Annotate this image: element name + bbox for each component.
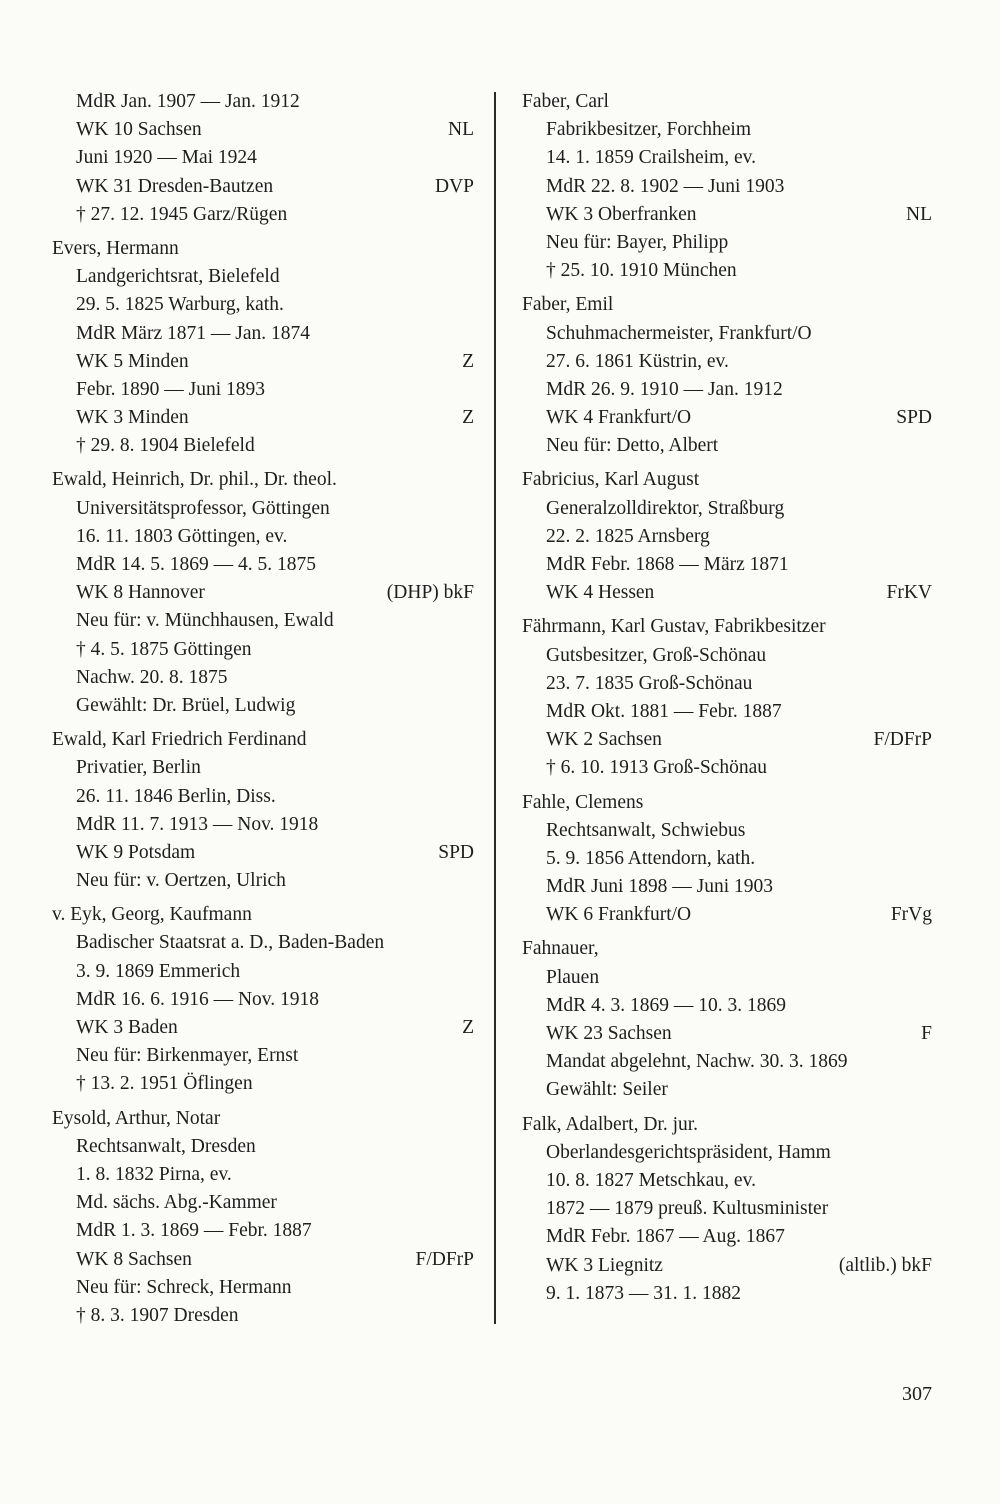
entry-line: [52, 1161, 474, 1189]
entry-name-text: Ewald, Heinrich, Dr. phil., Dr. theol.: [52, 469, 337, 491]
entry-line-text: WK 31 Dresden-Bautzen: [76, 175, 274, 197]
entry-line-text: WK 3 Baden: [76, 1017, 178, 1038]
entry-line: [522, 1252, 932, 1280]
party-affiliation: SPD: [438, 841, 474, 863]
entry-line: [52, 1217, 474, 1245]
entry-name: [52, 1105, 474, 1133]
entry-name-text: Eysold, Arthur, Notar: [52, 1107, 221, 1129]
entry-line-text: MdR Okt. 1881 — Febr. 1887: [546, 700, 782, 722]
entry-line-text: MdR 14. 5. 1869 — 4. 5. 1875: [76, 554, 316, 575]
entry-line: [52, 1042, 474, 1070]
biographical-entry: [52, 235, 474, 461]
entry-line: [522, 901, 932, 929]
entry-line: [52, 607, 474, 635]
entry-line-text: Plauen: [546, 966, 600, 988]
entry-line-text: Neu für: Bayer, Philipp: [546, 231, 729, 253]
entry-line-text: WK 3 Minden: [76, 407, 189, 429]
entry-line: [522, 348, 932, 376]
entry-line: [52, 867, 474, 895]
entry-name: [522, 291, 932, 319]
entry-line: [52, 1274, 474, 1302]
entry-line-text: MdR 22. 8. 1902 — Juni 1903: [546, 175, 785, 197]
entry-line-text: 27. 6. 1861 Küstrin, ev.: [546, 350, 729, 372]
entry-line-text: Md. sächs. Abg.-Kammer: [76, 1192, 277, 1214]
entry-line-text: MdR Jan. 1907 — Jan. 1912: [76, 91, 300, 112]
biographical-entry: [52, 901, 474, 1098]
entry-line: [52, 958, 474, 986]
biographical-entry: [522, 466, 932, 607]
entry-line-text: † 25. 10. 1910 München: [546, 260, 737, 282]
entry-line-text: WK 3 Liegnitz: [546, 1254, 663, 1276]
entry-line: [52, 692, 474, 720]
entry-line-text: MdR Febr. 1867 — Aug. 1867: [546, 1226, 785, 1248]
party-affiliation: SPD: [896, 407, 932, 429]
entry-line: [522, 1139, 932, 1167]
entry-line-text: WK 8 Sachsen: [76, 1248, 192, 1270]
entry-line-text: Universitätsprofessor, Göttingen: [76, 497, 330, 519]
entry-name-text: Fahnauer,: [522, 938, 599, 960]
entry-line: [52, 1133, 474, 1161]
entry-line-text: Fabrikbesitzer, Forchheim: [546, 119, 751, 141]
entry-line: [52, 523, 474, 551]
entry-line: [52, 291, 474, 319]
entry-line: [522, 1076, 932, 1104]
entry-line-text: 5. 9. 1856 Attendorn, kath.: [546, 847, 756, 869]
entry-line: [52, 636, 474, 664]
entry-line-text: Nachw. 20. 8. 1875: [76, 666, 228, 688]
left-column: [52, 88, 474, 1336]
entry-name-text: Faber, Emil: [522, 294, 614, 316]
entry-name-text: v. Eyk, Georg, Kaufmann: [52, 904, 252, 926]
entry-line: [522, 579, 932, 607]
entry-line-text: WK 4 Hessen: [546, 582, 655, 604]
entry-line: [52, 495, 474, 523]
entry-line: [522, 201, 932, 229]
party-affiliation: DVP: [434, 175, 474, 197]
entry-line: [52, 263, 474, 291]
entry-name: [52, 901, 474, 929]
entry-name: [522, 935, 932, 963]
entry-line-text: Febr. 1890 — Juni 1893: [76, 378, 266, 400]
entry-line-text: Landgerichtsrat, Bielefeld: [76, 266, 280, 288]
entry-line-text: 9. 1. 1873 — 31. 1. 1882: [546, 1282, 741, 1304]
entry-line: [52, 1014, 474, 1042]
entry-line: [52, 432, 474, 460]
entry-line: [52, 144, 474, 172]
page-number: 307: [902, 1383, 932, 1405]
party-affiliation: Z: [462, 1017, 474, 1038]
entry-line-text: † 6. 10. 1913 Groß-Schönau: [546, 757, 767, 779]
entry-line-text: WK 23 Sachsen: [546, 1023, 672, 1044]
column-divider: [494, 92, 496, 1324]
entry-line-text: MdR Juni 1898 — Juni 1903: [546, 876, 773, 898]
entry-line-text: Neu für: v. Oertzen, Ulrich: [76, 870, 286, 892]
party-affiliation: (altlib.) bkF: [838, 1254, 932, 1276]
entry-line-text: 22. 2. 1825 Arnsberg: [546, 525, 710, 547]
entry-line: [522, 817, 932, 845]
entry-line-text: Neu für: Birkenmayer, Ernst: [76, 1045, 299, 1067]
entry-line: [522, 173, 932, 201]
entry-line: [522, 551, 932, 579]
entry-name: [522, 88, 932, 116]
entry-line: [52, 929, 474, 957]
biographical-entry: [522, 613, 932, 782]
entry-line-text: Gutsbesitzer, Groß-Schönau: [546, 644, 767, 666]
entry-line-text: 3. 9. 1869 Emmerich: [76, 960, 241, 982]
entry-line: [52, 116, 474, 144]
right-column: [522, 88, 932, 1314]
entry-line: [52, 1302, 474, 1330]
biographical-entry: [522, 291, 932, 460]
entry-line: [52, 1246, 474, 1274]
entry-line-text: WK 5 Minden: [76, 350, 189, 372]
entry-line: [522, 404, 932, 432]
party-affiliation: F/DFrP: [873, 729, 932, 751]
entry-line-text: † 4. 5. 1875 Göttingen: [76, 638, 252, 660]
entry-line: [52, 201, 474, 229]
entry-line: [522, 144, 932, 172]
entry-line-text: 14. 1. 1859 Crailsheim, ev.: [546, 147, 756, 169]
entry-line: [522, 495, 932, 523]
entry-line-text: 26. 11. 1846 Berlin, Diss.: [76, 785, 276, 807]
entry-line: [522, 726, 932, 754]
biographical-entry: [522, 789, 932, 930]
entry-line-text: Badischer Staatsrat a. D., Baden-Baden: [76, 932, 385, 954]
entry-line: [522, 1280, 932, 1308]
entry-line-text: 23. 7. 1835 Groß-Schönau: [546, 672, 753, 694]
entry-line-text: Neu für: Schreck, Hermann: [76, 1276, 292, 1298]
entry-line: [52, 783, 474, 811]
entry-line: [522, 116, 932, 144]
entry-line: [522, 1195, 932, 1223]
entry-line-text: WK 4 Frankfurt/O: [546, 407, 692, 429]
entry-line-text: Mandat abgelehnt, Nachw. 30. 3. 1869: [546, 1051, 848, 1073]
entry-name: [52, 466, 474, 494]
entry-line: [52, 754, 474, 782]
party-affiliation: (DHP) bkF: [386, 582, 474, 604]
entry-line: [522, 1048, 932, 1076]
entry-line: [52, 1070, 474, 1098]
entry-name: [522, 466, 932, 494]
entry-line: [522, 754, 932, 782]
entry-line: [52, 320, 474, 348]
entry-line-text: WK 10 Sachsen: [76, 119, 202, 141]
entry-name: [522, 789, 932, 817]
entry-line: [522, 964, 932, 992]
entry-line-text: Privatier, Berlin: [76, 757, 201, 779]
entry-line-text: Juni 1920 — Mai 1924: [76, 147, 257, 169]
entry-line-text: MdR 1. 3. 1869 — Febr. 1887: [76, 1220, 312, 1242]
entry-line-text: Neu für: v. Münchhausen, Ewald: [76, 610, 334, 632]
entry-line: [52, 839, 474, 867]
entry-line: [522, 320, 932, 348]
entry-line-text: Gewählt: Dr. Brüel, Ludwig: [76, 694, 296, 716]
entry-line: [522, 873, 932, 901]
entry-line: [52, 173, 474, 201]
entry-line: [52, 986, 474, 1014]
entry-name-text: Fabricius, Karl August: [522, 469, 700, 491]
entry-name: [52, 726, 474, 754]
entry-line: [522, 523, 932, 551]
party-affiliation: F/DFrP: [415, 1248, 474, 1270]
party-affiliation: F: [921, 1023, 932, 1044]
entry-line: [522, 1167, 932, 1195]
party-affiliation: FrKV: [886, 582, 932, 604]
entry-line-text: MdR 26. 9. 1910 — Jan. 1912: [546, 378, 783, 400]
biographical-entry: [522, 88, 932, 285]
entry-line: [52, 88, 474, 116]
entry-line: [52, 376, 474, 404]
entry-line-text: MdR März 1871 — Jan. 1874: [76, 322, 310, 344]
entry-name: [522, 1111, 932, 1139]
entry-line-text: † 8. 3. 1907 Dresden: [76, 1304, 239, 1326]
biographical-entry: [522, 1111, 932, 1308]
entry-line: [522, 1020, 932, 1048]
entry-line-text: WK 8 Hannover: [76, 582, 205, 604]
party-affiliation: NL: [448, 119, 474, 141]
entry-line: [52, 551, 474, 579]
biographical-entry: [52, 726, 474, 895]
entry-line-text: Rechtsanwalt, Schwiebus: [546, 819, 746, 841]
entry-line-text: 29. 5. 1825 Warburg, kath.: [76, 294, 284, 316]
entry-line-text: MdR Febr. 1868 — März 1871: [546, 554, 789, 575]
entry-line-text: WK 9 Potsdam: [76, 841, 196, 863]
entry-line: [52, 579, 474, 607]
biographical-entry: [522, 935, 932, 1104]
entry-name-text: Ewald, Karl Friedrich Ferdinand: [52, 729, 307, 751]
entry-line-text: Rechtsanwalt, Dresden: [76, 1135, 256, 1157]
entry-name-text: Evers, Hermann: [52, 237, 179, 259]
entry-line: [522, 1223, 932, 1251]
entry-line-text: 1872 — 1879 preuß. Kultusminister: [546, 1198, 829, 1220]
entry-line-text: WK 3 Oberfranken: [546, 203, 697, 225]
entry-line-text: Generalzolldirektor, Straßburg: [546, 497, 785, 519]
entry-name-text: Fährmann, Karl Gustav, Fabrikbesitzer: [522, 616, 826, 638]
entry-line-text: 16. 11. 1803 Göttingen, ev.: [76, 525, 288, 547]
entry-line: [52, 348, 474, 376]
entry-line: [522, 257, 932, 285]
biographical-entry: [52, 1105, 474, 1331]
entry-line-text: Oberlandesgerichtspräsident, Hamm: [546, 1141, 831, 1163]
entry-line-text: WK 6 Frankfurt/O: [546, 904, 692, 926]
entry-line: [522, 432, 932, 460]
party-affiliation: NL: [906, 203, 932, 225]
party-affiliation: Z: [462, 407, 474, 429]
entry-line-text: † 27. 12. 1945 Garz/Rügen: [76, 203, 288, 225]
entry-line-text: Gewählt: Seiler: [546, 1079, 668, 1101]
entry-line: [522, 229, 932, 257]
biographical-entry: [52, 466, 474, 720]
party-affiliation: Z: [462, 350, 474, 372]
entry-line: [522, 698, 932, 726]
entry-line-text: WK 2 Sachsen: [546, 729, 662, 751]
entry-line: [52, 1189, 474, 1217]
entry-name: [522, 613, 932, 641]
entry-line: [52, 404, 474, 432]
entry-line: [52, 811, 474, 839]
entry-line-text: Neu für: Detto, Albert: [546, 435, 719, 457]
entry-line: [522, 670, 932, 698]
entry-line-text: 1. 8. 1832 Pirna, ev.: [76, 1163, 232, 1185]
entry-name-text: Falk, Adalbert, Dr. jur.: [522, 1113, 699, 1135]
entry-name-text: Faber, Carl: [522, 91, 609, 112]
entry-line: [522, 845, 932, 873]
entry-name-text: Fahle, Clemens: [522, 791, 644, 813]
entry-line: [522, 992, 932, 1020]
entry-line: [522, 376, 932, 404]
entry-line-text: Schuhmachermeister, Frankfurt/O: [546, 322, 812, 344]
entry-line-text: MdR 4. 3. 1869 — 10. 3. 1869: [546, 994, 786, 1016]
entry-line: [522, 642, 932, 670]
entry-line-text: MdR 16. 6. 1916 — Nov. 1918: [76, 988, 320, 1010]
entry-name: [52, 235, 474, 263]
entry-line-text: † 13. 2. 1951 Öflingen: [76, 1073, 253, 1095]
party-affiliation: FrVg: [890, 904, 932, 926]
entry-continuation: [52, 88, 474, 229]
entry-line-text: MdR 11. 7. 1913 — Nov. 1918: [76, 813, 319, 835]
entry-line-text: 10. 8. 1827 Metschkau, ev.: [546, 1169, 756, 1191]
entry-line: [52, 664, 474, 692]
entry-line-text: † 29. 8. 1904 Bielefeld: [76, 435, 255, 457]
